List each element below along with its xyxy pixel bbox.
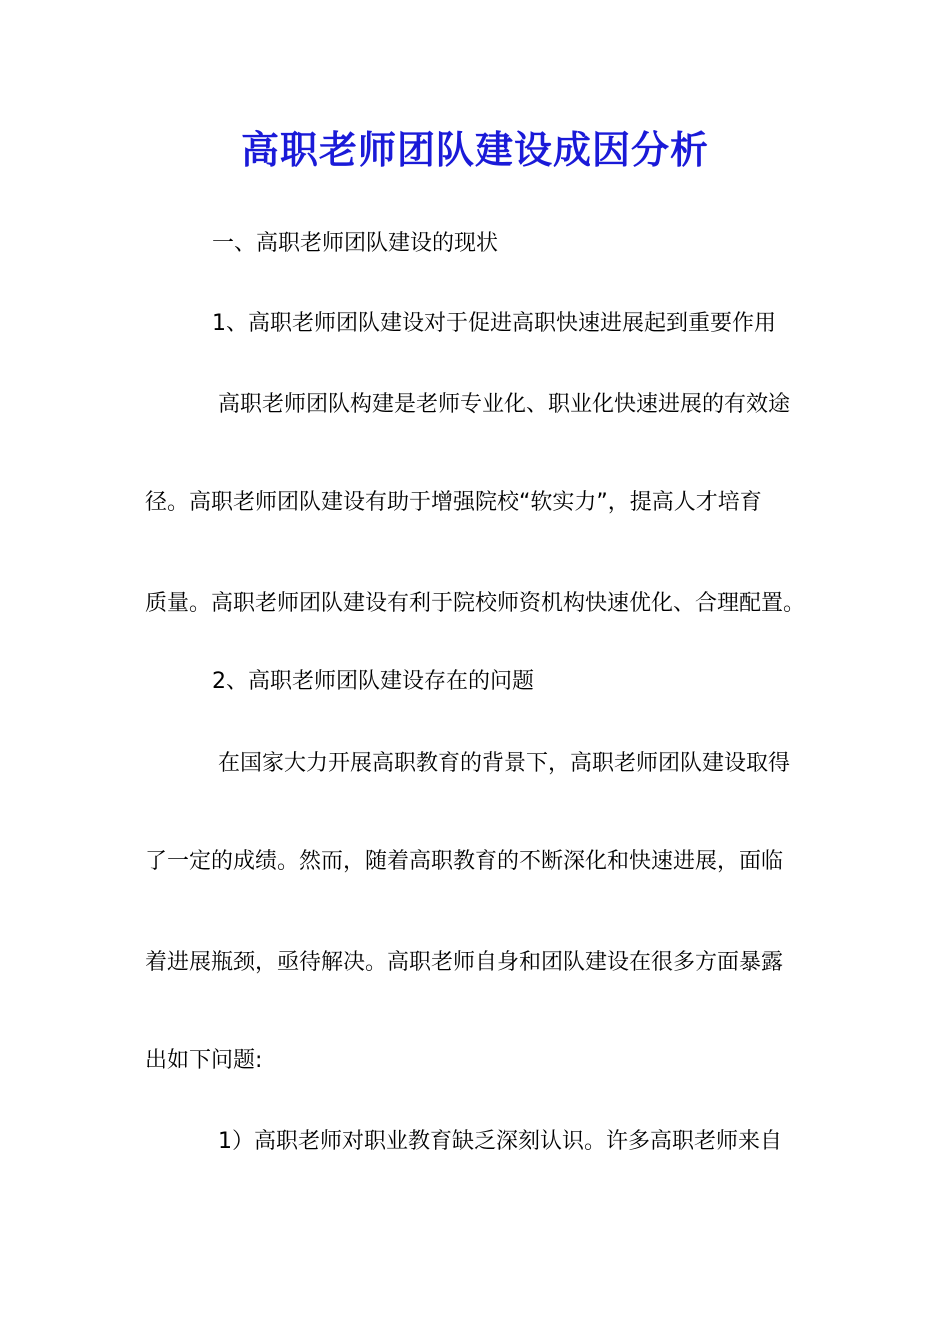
subsection-heading: 2、高职老师团队建设存在的问题 (212, 669, 534, 694)
document-title: 高职老师团队建设成因分析 (240, 127, 709, 172)
paragraph-line: 着进展瓶颈，亟待解决。高职老师自身和团队建设在很多方面暴露 (145, 950, 784, 975)
paragraph-line: 径。高职老师团队建设有助于增强院校“软实力”，提高人才培育 (145, 490, 762, 515)
paragraph-line: 在国家大力开展高职教育的背景下，高职老师团队建设取得 (218, 751, 791, 776)
paragraph-line: 质量。高职老师团队建设有利于院校师资机构快速优化、合理配置。 (145, 591, 806, 616)
subsection-heading: 1、高职老师团队建设对于促进高职快速进展起到重要作用 (212, 311, 776, 336)
list-item: 1）高职老师对职业教育缺乏深刻认识。许多高职老师来自 (218, 1129, 782, 1154)
section-heading: 一、高职老师团队建设的现状 (212, 231, 499, 256)
paragraph-line: 出如下问题: (145, 1048, 263, 1073)
paragraph-line: 高职老师团队构建是老师专业化、职业化快速进展的有效途 (218, 392, 791, 417)
paragraph-line: 了一定的成绩。然而，随着高职教育的不断深化和快速进展，面临 (145, 849, 784, 874)
